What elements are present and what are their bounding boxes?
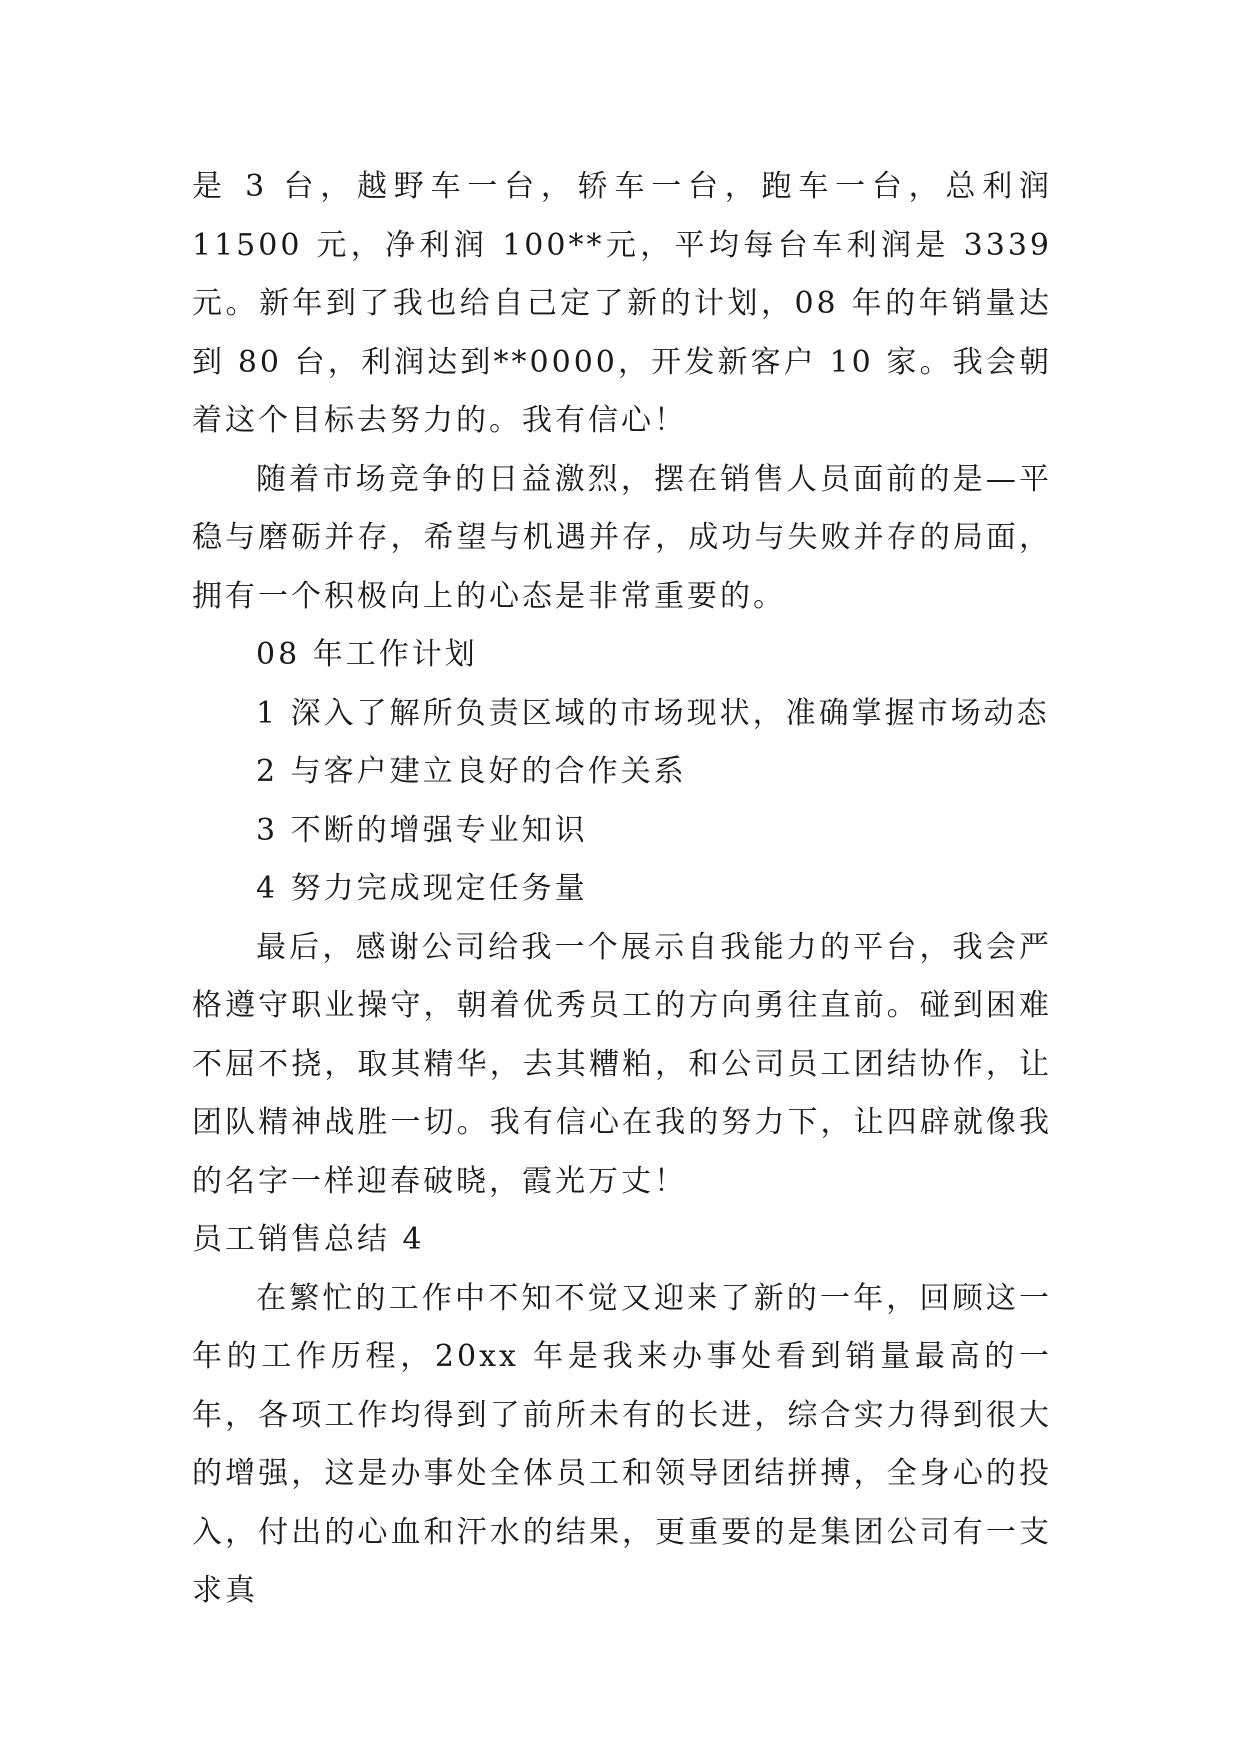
paragraph-closing-thanks: 最后，感谢公司给我一个展示自我能力的平台，我会严格遵守职业操守，朝着优秀员工的方向勇往直前。碰到困难不屈不挠，取其精华，去其糟粕，和公司员工团结协作，让团队精神战胜一切。我有信心在我的努力下，让四辟就像我的名字一样迎春破晓，霞光万丈！ <box>192 929 1052 1199</box>
section-title-summary-4: 员工销售总结 4 <box>192 1222 425 1257</box>
paragraph-market-competition: 随着市场竞争的日益激烈，摆在销售人员面前的是—平稳与磨砺并存，希望与机遇并存，成功与失败并存的局面，拥有一个积极向上的心态是非常重要的。 <box>192 461 1052 614</box>
work-plan-heading: 08 年工作计划 <box>256 637 478 672</box>
work-plan-item-3: 3 不断的增强专业知识 <box>256 812 588 848</box>
work-plan-item-4: 4 努力完成现定任务量 <box>256 871 588 906</box>
paragraph-sales-summary: 是 3 台，越野车一台，轿车一台，跑车一台，总利润 11500 元，净利润 100**元，平均每台车利润是 3339 元。新年到了我也给自己定了新的计划，08 年的年销量达到 80 台，利润达到**0000，开发新客户 10 家。我会朝着这个目标去努力的。我有信心！ <box>192 169 1052 438</box>
paragraph-new-year-review: 在繁忙的工作中不知不觉又迎来了新的一年，回顾这一年的工作历程，20xx 年是我来办事处看到销量最高的一年，各项工作均得到了前所未有的长进，综合实力得到很大的增强，这是办事处全体员工和领导团结拼搏，全身心的投入，付出的心血和汗水的结果，更重要的是集团公司有一支求真 <box>192 1280 1052 1608</box>
work-plan-item-2: 2 与客户建立良好的合作关系 <box>256 754 687 789</box>
document-body <box>192 158 1052 1621</box>
work-plan-item-1: 1 深入了解所负责区域的市场现状，准确掌握市场动态 <box>256 695 1050 731</box>
